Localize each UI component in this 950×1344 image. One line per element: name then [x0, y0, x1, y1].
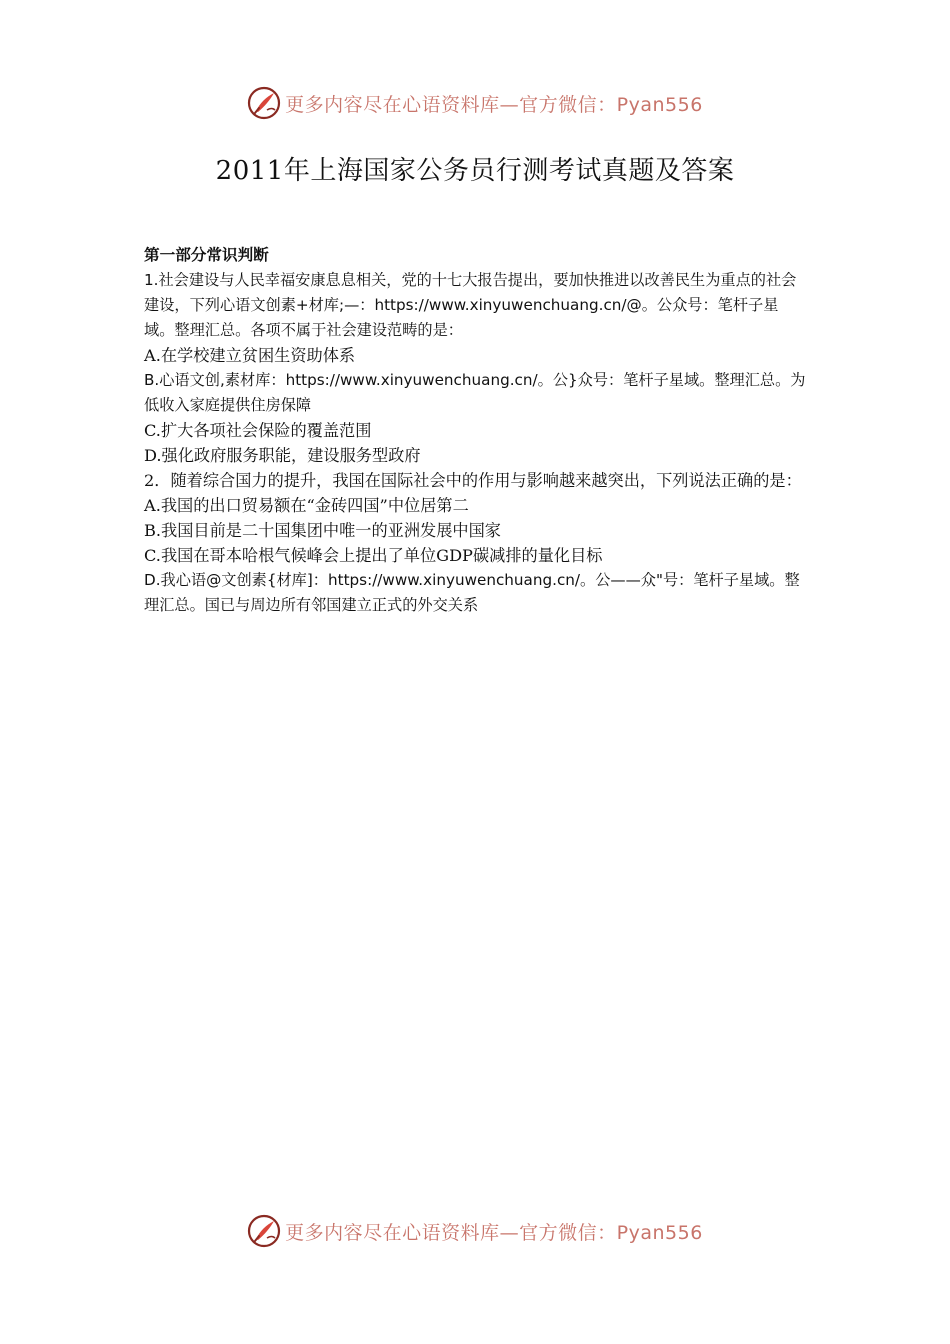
pen-quill-logo-icon — [247, 86, 281, 120]
question-2-option-c: C.我国在哥本哈根气候峰会上提出了单位GDP碳减排的量化目标 — [144, 546, 603, 565]
question-1-option-b: B.心语文创,素材库：https://www.xinyuwenchuang.cn/。公}众号：笔杆子星域。整理汇总。为低收入家庭提供住房保障 — [144, 371, 806, 414]
question-2-option-b: B.我国目前是二十国集团中唯一的亚洲发展中国家 — [144, 521, 501, 540]
question-1-option-c: C.扩大各项社会保险的覆盖范围 — [144, 421, 372, 440]
question-1-stem: 1.社会建设与人民幸福安康息息相关，党的十七大报告提出，要加快推进以改善民生为重点的社会建设，下列心语文创素+材库;—：https://www.xinyuwenchuang.cn/@。公众号：笔杆子星域。整理汇总。各项不属于社会建设范畴的是： — [144, 271, 797, 339]
question-1-option-a: A.在学校建立贫困生资助体系 — [144, 346, 356, 365]
footer-wechat-id: Pyan556 — [616, 1221, 703, 1244]
header-banner-text: 更多内容尽在心语资料库—官方微信：Pyan556 — [285, 93, 703, 116]
header-banner — [0, 83, 950, 123]
document-title: 2011年上海国家公务员行测考试真题及答案 — [215, 156, 735, 186]
question-2-option-a: A.我国的出口贸易额在“金砖四国”中位居第二 — [144, 496, 469, 515]
section-heading: 第一部分常识判断 — [144, 246, 269, 264]
pen-quill-logo-icon — [247, 1214, 281, 1248]
question-2-option-d: D.我心语@文创素{材库]：https://www.xinyuwenchuang.cn/。公——众"号：笔杆子星域。整理汇总。国已与周边所有邻国建立正式的外交关系 — [144, 571, 800, 614]
header-wechat-id: Pyan556 — [616, 93, 703, 116]
question-2-stem: 2．随着综合国力的提升，我国在国际社会中的作用与影响越来越突出，下列说法正确的是： — [144, 471, 802, 490]
question-1-option-d: D.强化政府服务职能，建设服务型政府 — [144, 446, 421, 465]
document-body — [144, 243, 808, 618]
footer-banner — [0, 1211, 950, 1251]
footer-banner-text: 更多内容尽在心语资料库—官方微信：Pyan556 — [285, 1221, 703, 1244]
